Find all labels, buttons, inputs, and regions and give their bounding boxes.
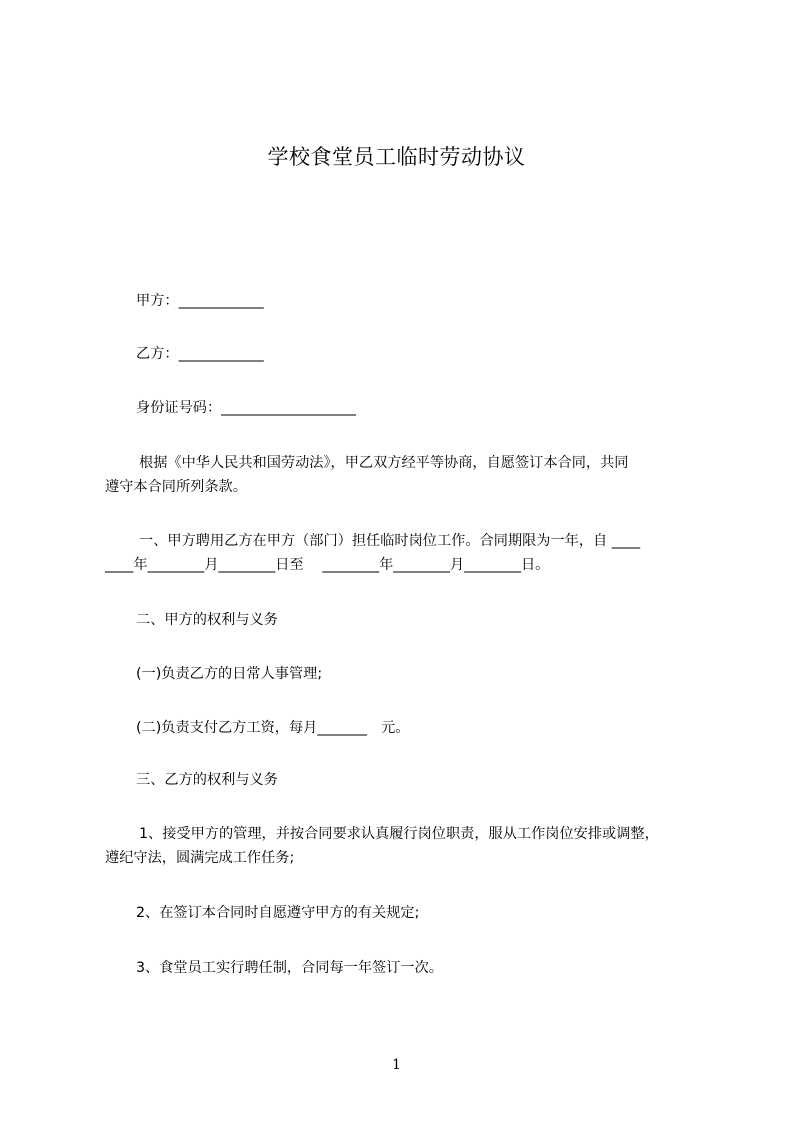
clause-1-paragraph xyxy=(105,529,717,577)
section-3-item-2: 2、在签订本合同时自愿遵守甲方的有关规定; xyxy=(136,905,420,921)
section-3-item-1-line-1: 1、接受甲方的管理，并按合同要求认真履行岗位职责，服从工作岗位安排或调整， xyxy=(139,826,659,842)
section-2-heading: 二、甲方的权利与义务 xyxy=(136,612,278,628)
intro-paragraph xyxy=(105,451,717,499)
section-3-item-1-line-2: 遵纪守法，圆满完成工作任务; xyxy=(105,850,295,866)
party-a-line: 甲方：____________ xyxy=(136,293,264,309)
intro-line-2: 遵守本合同所列条款。 xyxy=(105,479,247,495)
party-b-line: 乙方：____________ xyxy=(136,346,264,362)
section-3-heading: 三、乙方的权利与义务 xyxy=(136,772,278,788)
clause-1-line-2: ____年________月________日至 ________年________月________日。 xyxy=(105,557,550,573)
clause-1-line-1: 一、甲方聘用乙方在甲方（部门）担任临时岗位工作。合同期限为一年，自 ____ xyxy=(139,533,641,549)
section-2-item-2: (二)负责支付乙方工资，每月_______ 元。 xyxy=(136,720,410,736)
document-title: 学校食堂员工临时劳动协议 xyxy=(267,145,526,169)
section-3-item-3: 3、食堂员工实行聘任制，合同每一年签订一次。 xyxy=(136,960,443,976)
intro-line-1: 根据《中华人民共和国劳动法》，甲乙双方经平等协商，自愿签订本合同，共同 xyxy=(139,455,629,471)
section-3-item-1-paragraph xyxy=(105,822,717,870)
page-number: 1 xyxy=(392,1057,401,1073)
id-number-line: 身份证号码：___________________ xyxy=(136,400,356,416)
section-2-item-1: (一)负责乙方的日常人事管理; xyxy=(136,666,323,682)
